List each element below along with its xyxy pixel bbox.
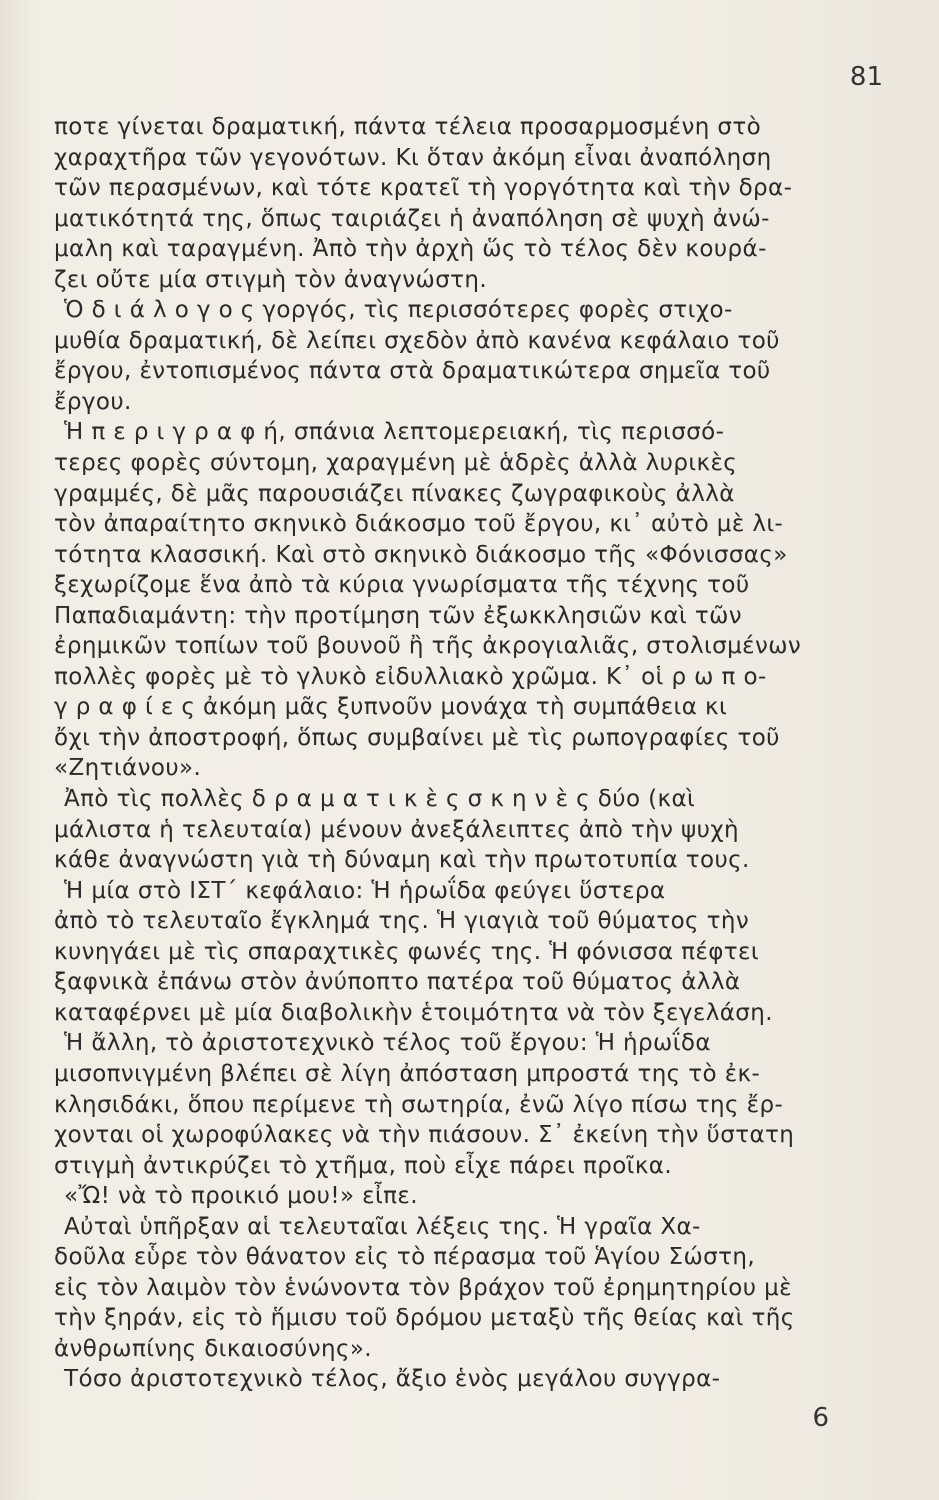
text-line: μάλιστα ἡ τελευταία) μένουν ἀνεξάλειπτες ἀπὸ τὴν ψυχὴ [54,816,739,843]
text-line: Ἡ ἄλλη, τὸ ἀριστοτεχνικὸ τέλος τοῦ ἔργου: Ἡ ἡρωΐδα [64,1030,711,1057]
text-line: μισοπνιγμένη βλέπει σὲ λίγη ἀπόσταση μπροστά της τὸ ἐκ- [54,1060,761,1087]
text-line: Αὐταὶ ὑπῆρξαν αἱ τελευταῖαι λέξεις της. Ἡ γραῖα Χα- [64,1213,701,1240]
text-line: τῶν περασμένων, καὶ τότε κρατεῖ τὴ γοργότητα καὶ τὴν δρα- [54,175,793,202]
text-line: «Ὤ! νὰ τὸ προικιό μου!» εἶπε. [64,1183,418,1210]
text-line: πολλὲς φορὲς μὲ τὸ γλυκὸ εἰδυλλιακὸ χρῶμα. Κ᾽ οἱ ρ ω π ο- [54,663,767,690]
text-line: δοῦλα εὗρε τὸν θάνατον εἰς τὸ πέρασμα τοῦ Ἁγίου Σώστη, [54,1244,756,1271]
text-line: ἐρημικῶν τοπίων τοῦ βουνοῦ ἢ τῆς ἀκρογιαλιᾶς, στολισμένων [54,633,802,660]
text-line: Ἡ μία στὸ ΙΣΤ΄ κεφάλαιο: Ἡ ἡρωΐδα φεύγει ὕστερα [64,877,666,904]
text-line: Παπαδιαμάντη: τὴν προτίμηση τῶν ἐξωκκλησιῶν καὶ τῶν [54,602,743,629]
text-line: καταφέρνει μὲ μία διαβολικὴν ἑτοιμότητα νὰ τὸν ξεγελάση. [54,999,773,1026]
text-line: Ἡ π ε ρ ι γ ρ α φ ή, σπάνια λεπτομερειακή, τὶς περισσό- [64,419,725,446]
text-line: ζει οὔτε μία στιγμὴ τὸν ἀναγνώστη. [54,266,488,293]
text-line: ξαφνικὰ ἐπάνω στὸν ἀνύποπτο πατέρα τοῦ θύματος ἀλλὰ [54,969,741,996]
text-line: χονται οἱ χωροφύλακες νὰ τὴν πιάσουν. Σ᾽ ἐκείνη τὴν ὕστατη [54,1122,795,1149]
page-number: 81 [849,62,883,92]
text-line: Ἀπὸ τὶς πολλὲς δ ρ α μ α τ ι κ ὲ ς σ κ η ν ὲ ς δύο (καὶ [64,786,696,813]
text-line: ὄχι τὴν ἀποστροφή, ὅπως συμβαίνει μὲ τὶς ρωπογραφίες τοῦ [54,724,780,751]
text-line: κάθε ἀναγνώστη γιὰ τὴ δύναμη καὶ τὴν πρωτοτυπία τους. [54,847,750,874]
text-line: Ὁ δ ι ά λ ο γ ο ς γοργός, τὶς περισσότερες φορὲς στιχο- [64,297,733,324]
text-line: τερες φορὲς σύντομη, χαραγμένη μὲ ἁδρὲς ἀλλὰ λυρικὲς [54,450,738,477]
text-line: ἔργου, ἐντοπισμένος πάντα στὰ δραματικώτερα σημεῖα τοῦ [54,358,771,385]
text-line: κυνηγάει μὲ τὶς σπαραχτικὲς φωνές της. Ἡ φόνισσα πέφτει [54,938,760,965]
text-line: ξεχωρίζομε ἕνα ἀπὸ τὰ κύρια γνωρίσματα τῆς τέχνης τοῦ [54,572,750,599]
text-line: τὸν ἀπαραίτητο σκηνικὸ διάκοσμο τοῦ ἔργου, κι᾽ αὐτὸ μὲ λι- [54,511,784,538]
text-line: κλησιδάκι, ὅπου περίμενε τὴ σωτηρία, ἐνῶ λίγο πίσω της ἔρ- [54,1091,784,1118]
text-line: ἀνθρωπίνης δικαιοσύνης». [54,1335,373,1362]
text-line: χαραχτῆρα τῶν γεγονότων. Κι ὅταν ἀκόμη εἶναι ἀναπόληση [54,144,772,171]
text-line: μυθία δραματική, δὲ λείπει σχεδὸν ἀπὸ κανένα κεφάλαιο τοῦ [54,327,780,354]
text-line: τὴν ξηράν, εἰς τὸ ἥμισυ τοῦ δρόμου μεταξὺ τῆς θείας καὶ τῆς [54,1305,795,1332]
signature-mark: 6 [812,1403,829,1433]
text-line: ἀπὸ τὸ τελευταῖο ἔγκλημά της. Ἡ γιαγιὰ τοῦ θύματος τὴν [54,908,750,935]
text-line: ἔργου. [54,388,132,415]
text-line: στιγμὴ ἀντικρύζει τὸ χτῆμα, ποὺ εἶχε πάρει προῖκα. [54,1152,673,1179]
text-line: Τόσο ἀριστοτεχνικὸ τέλος, ἄξιο ἑνὸς μεγάλου συγγρα- [64,1366,721,1393]
text-line: ποτε γίνεται δραματική, πάντα τέλεια προσαρμοσμένη στὸ [54,114,762,140]
text-line: γραμμές, δὲ μᾶς παρουσιάζει πίνακες ζωγραφικοὺς ἀλλὰ [54,480,735,507]
text-line: γ ρ α φ ί ε ς ἀκόμη μᾶς ξυπνοῦν μονάχα τὴ συμπάθεια κι [54,694,728,721]
text-line: εἰς τὸν λαιμὸν τὸν ἑνώνοντα τὸν βράχον τοῦ ἐρημητηρίου μὲ [54,1274,792,1301]
text-line: τότητα κλασσική. Καὶ στὸ σκηνικὸ διάκοσμο τῆς «Φόνισσας» [54,541,788,568]
text-line: μαλη καὶ ταραγμένη. Ἀπὸ τὴν ἀρχὴ ὥς τὸ τέλος δὲν κουρά- [54,236,767,263]
body-text [54,112,862,1395]
text-line: «Ζητιάνου». [54,755,202,782]
text-line: ματικότητά της, ὅπως ταιριάζει ἡ ἀναπόληση σὲ ψυχὴ ἀνώ- [54,205,770,232]
